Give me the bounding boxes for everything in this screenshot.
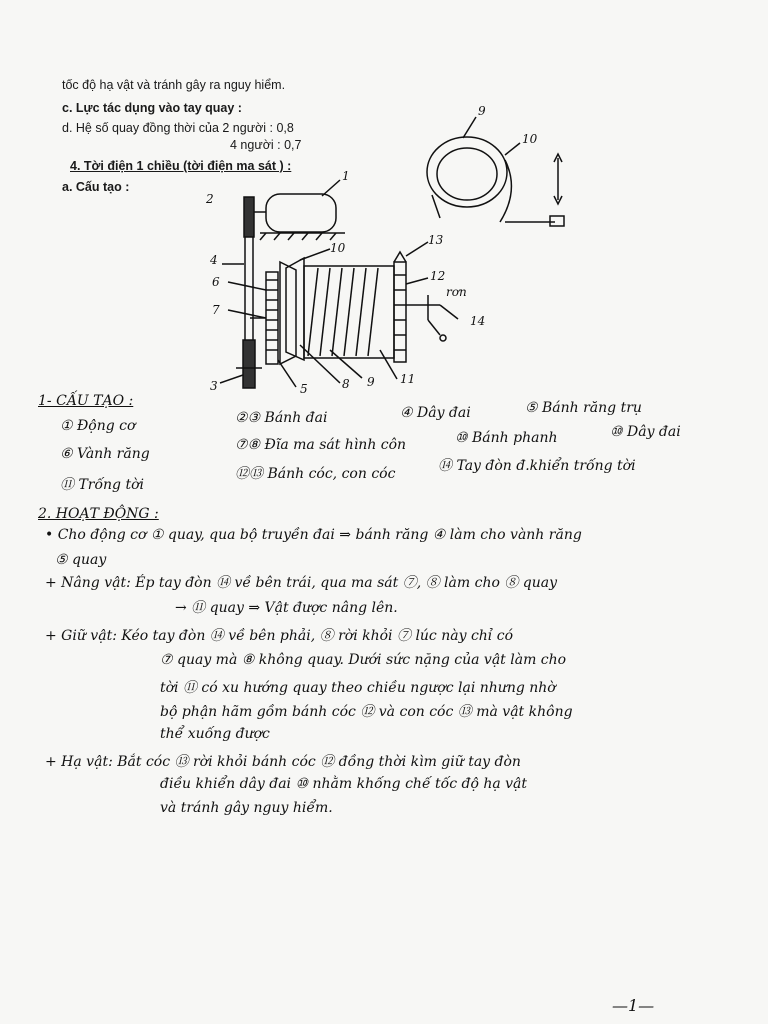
friction-cone: [280, 262, 296, 364]
holding-line-2: ⑦ quay mà ⑧ không quay. Dưới sức nặng của vật làm cho: [160, 652, 567, 668]
diagram-label-3: 3: [210, 379, 218, 393]
diagram-label-14: 14: [470, 314, 486, 328]
diagram-label-10-top: 10: [522, 132, 538, 146]
lowering-line-2: điều khiển dây đai ⑩ nhằm khống chế tốc độ hạ vật: [160, 776, 528, 792]
holding-line-1: + Giữ vật: Kéo tay đòn ⑭ về bên phải, ⑧ rời khỏi ⑦ lúc này chỉ có: [45, 628, 514, 644]
section-4-heading: 4. Tời điện 1 chiều (tời điện ma sát ) :: [70, 159, 292, 173]
ratchet-wheel: [394, 262, 406, 362]
diagram-label-5: 5: [300, 382, 308, 396]
lifting-line-1: + Nâng vật: Ép tay đòn ⑭ về bên trái, qua ma sát ⑦, ⑧ làm cho ⑧ quay: [45, 575, 558, 591]
diagram-label-8: 8: [342, 377, 350, 391]
page-number: —1—: [612, 996, 655, 1015]
part-pulleys: ②③ Bánh đai: [235, 410, 328, 426]
motor-shape: [266, 194, 336, 232]
coefficient-line-4: 4 người : 0,7: [230, 138, 302, 152]
holding-line-5: thể xuống được: [160, 726, 270, 742]
holding-line-4: bộ phận hãm gồm bánh cóc ⑫ và con cóc ⑬ mà vật không: [160, 704, 573, 720]
part-control-lever: ⑭ Tay đòn đ.khiển trống tời: [438, 458, 636, 474]
diagram-label-4: 4: [210, 253, 218, 267]
coefficient-line-2: d. Hệ số quay đồng thời của 2 người : 0,8: [62, 121, 294, 135]
diagram-label-1: 1: [342, 169, 350, 183]
part-drum: ⑪ Trống tời: [60, 477, 145, 493]
part-belt: ④ Dây đai: [400, 405, 471, 421]
diagram-label-2: 2: [206, 192, 214, 206]
holding-line-3: tời ⑪ có xu hướng quay theo chiều ngược lại nhưng nhờ: [160, 680, 556, 696]
operation-line-1: • Cho động cơ ① quay, qua bộ truyền đai ⇒ bánh răng ④ làm cho vành răng: [45, 527, 582, 543]
structure-heading: 1- CẤU TẠO :: [38, 393, 134, 409]
operation-heading: 2. HOẠT ĐỘNG :: [38, 506, 159, 522]
lifting-line-2: → ⑪ quay ⇒ Vật được nâng lên.: [175, 600, 398, 616]
lowering-line-1: + Hạ vật: Bắt cóc ⑬ rời khỏi bánh cóc ⑫ đồng thời kìm giữ tay đòn: [45, 754, 521, 770]
diagram-label-10-mid: 10: [330, 241, 346, 255]
part-spur-gear: ⑤ Bánh răng trụ: [525, 400, 642, 416]
part-ring-gear: ⑥ Vành răng: [60, 446, 150, 462]
lowering-line-3: và tránh gây nguy hiểm.: [160, 800, 333, 816]
printed-line-speed: tốc độ hạ vật và tránh gây ra nguy hiểm.: [62, 78, 286, 92]
diagram-label-ron: rơn: [446, 285, 467, 299]
part-ratchet: ⑫⑬ Bánh cóc, con cóc: [235, 466, 396, 482]
pulley-top: [244, 197, 254, 237]
part-brake-band: ⑩ Dây đai: [610, 424, 681, 440]
part-friction-discs: ⑦⑧ Đĩa ma sát hình côn: [235, 437, 407, 453]
diagram-label-12: 12: [430, 269, 446, 283]
pulley-bottom: [243, 340, 255, 388]
diagram-label-13: 13: [428, 233, 444, 247]
diagram-label-9: 9: [478, 104, 486, 118]
part-brake-wheel: ⑩ Bánh phanh: [455, 430, 558, 446]
diagram-label-11: 11: [400, 372, 416, 386]
part-motor: ① Động cơ: [60, 418, 136, 434]
diagram-label-6: 6: [212, 275, 220, 289]
operation-line-2: ⑤ quay: [55, 552, 107, 568]
heading-c-force: c. Lực tác dụng vào tay quay :: [62, 101, 242, 115]
diagram-label-7: 7: [212, 303, 220, 317]
diagram-label-9-circle: 9: [367, 375, 375, 389]
winch-diagram: [0, 0, 768, 420]
heading-a-structure: a. Cấu tạo :: [62, 180, 130, 194]
